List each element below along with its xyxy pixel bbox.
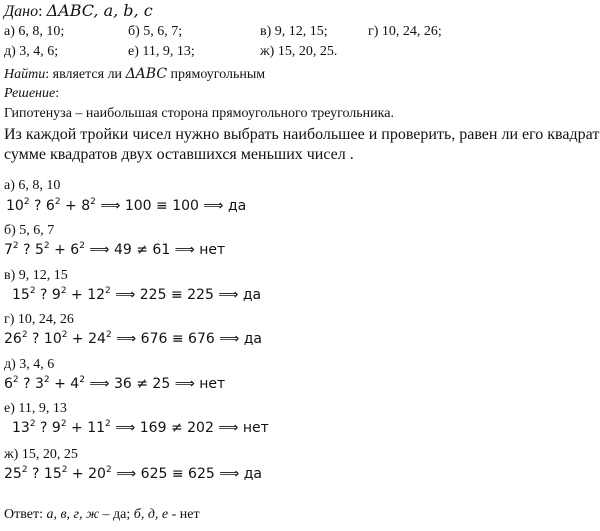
- eq-hyp: 7: [4, 242, 13, 258]
- given-math: ΔABC, a, b, c: [46, 1, 153, 20]
- eq-leg-2: 20: [88, 466, 106, 482]
- eq-leg-1: 10: [43, 331, 62, 347]
- eq-verdict: да: [243, 466, 263, 482]
- given-label: Дано: [4, 3, 39, 20]
- eq-leg-1: 6: [45, 198, 55, 214]
- eq-plus: +: [71, 331, 84, 347]
- answer-label: Ответ:: [4, 507, 47, 522]
- case-label: б) 5, 6, 7: [4, 223, 55, 238]
- eq-hyp: 10: [6, 198, 24, 214]
- eq-leg-1: 3: [35, 376, 44, 392]
- eq-exp: 2: [43, 375, 50, 385]
- eq-implies: ⟹: [219, 331, 240, 347]
- eq-plus: +: [71, 420, 83, 436]
- eq-implies: ⟹: [115, 420, 136, 436]
- given-item-v: в) 9, 12, 15;: [260, 24, 328, 39]
- eq-verdict: нет: [242, 420, 269, 436]
- eq-hyp: 25: [4, 466, 22, 482]
- eq-leg-1: 5: [35, 242, 44, 258]
- answer-yes-list: а, в, г, ж: [46, 507, 100, 522]
- solution-colon: :: [55, 86, 60, 101]
- eq-exp: 2: [105, 465, 112, 475]
- answer-no-text: - нет: [168, 507, 200, 522]
- eq-leg-2: 4: [70, 376, 80, 392]
- eq-lhs: 36: [113, 376, 132, 392]
- eq-relation: ≡: [171, 331, 184, 347]
- eq-implies: ⟹: [218, 420, 239, 436]
- eq-exp: 2: [12, 241, 19, 251]
- eq-question: ?: [32, 331, 40, 347]
- eq-exp: 2: [23, 197, 30, 207]
- eq-plus: +: [71, 287, 83, 303]
- case-equation: [4, 467, 262, 481]
- eq-leg-2: 24: [88, 331, 106, 347]
- eq-implies: ⟹: [89, 242, 110, 258]
- eq-plus: +: [65, 198, 77, 214]
- eq-rhs: 100: [172, 198, 199, 214]
- eq-exp: 2: [60, 419, 67, 429]
- given-item-e: е) 11, 9, 13;: [128, 44, 195, 59]
- eq-rhs: 61: [152, 242, 171, 258]
- given-item-d: д) 3, 4, 6;: [4, 44, 59, 59]
- case-label: е) 11, 9, 13: [4, 401, 67, 416]
- eq-hyp: 15: [12, 287, 30, 303]
- solution-line-2: Из каждой тройки чисел нужно выбрать наибольшее и проверить, равен ли его квадрат: [4, 126, 600, 143]
- find-math: ΔABC: [125, 66, 168, 82]
- answer-no-list: б, д, е: [133, 507, 169, 522]
- answer-yes-text: – да;: [99, 507, 134, 522]
- eq-exp: 2: [105, 330, 112, 340]
- eq-implies: ⟹: [115, 287, 136, 303]
- eq-question: ?: [23, 376, 31, 392]
- eq-exp: 2: [43, 241, 50, 251]
- eq-relation: ≠: [170, 420, 183, 436]
- eq-lhs: 49: [113, 242, 132, 258]
- eq-exp: 2: [61, 465, 68, 475]
- eq-hyp: 13: [12, 420, 30, 436]
- find-text: : является ли: [45, 67, 126, 82]
- solution-label: Решение: [4, 86, 56, 101]
- solution-line-1: Гипотенуза – наибольшая сторона прямоугольного треугольника.: [4, 106, 394, 121]
- eq-rhs: 25: [152, 376, 171, 392]
- case-equation: [12, 421, 269, 435]
- find-line: [4, 67, 265, 82]
- find-label: Найти: [4, 67, 46, 82]
- eq-verdict: да: [243, 331, 263, 347]
- solution-heading: [4, 87, 59, 101]
- given-item-zh: ж) 15, 20, 25.: [260, 44, 338, 59]
- given-item-g: г) 10, 24, 26;: [368, 24, 442, 39]
- eq-leg-2: 12: [87, 287, 106, 303]
- eq-rhs: 625: [188, 466, 215, 482]
- eq-relation: ≡: [170, 287, 183, 303]
- eq-hyp: 6: [4, 376, 13, 392]
- eq-relation: ≠: [136, 242, 148, 258]
- eq-exp: 2: [21, 465, 28, 475]
- eq-exp: 2: [21, 330, 28, 340]
- eq-implies: ⟹: [116, 331, 137, 347]
- eq-plus: +: [54, 242, 66, 258]
- eq-question: ?: [40, 420, 48, 436]
- eq-rhs: 225: [187, 287, 214, 303]
- case-label: в) 9, 12, 15: [4, 268, 68, 283]
- eq-implies: ⟹: [100, 198, 121, 214]
- eq-exp: 2: [79, 241, 85, 251]
- eq-plus: +: [54, 376, 66, 392]
- eq-relation: ≡: [171, 466, 184, 482]
- eq-implies: ⟹: [218, 287, 239, 303]
- eq-exp: 2: [105, 419, 111, 429]
- case-equation: [12, 288, 261, 302]
- eq-rhs: 676: [188, 331, 215, 347]
- eq-exp: 2: [12, 375, 19, 385]
- case-equation: [6, 199, 246, 213]
- case-label: г) 10, 24, 26: [4, 312, 74, 327]
- eq-lhs: 625: [140, 466, 168, 482]
- eq-implies: ⟹: [174, 376, 195, 392]
- eq-verdict: нет: [199, 376, 226, 392]
- eq-question: ?: [23, 242, 31, 258]
- eq-leg-1: 15: [43, 466, 62, 482]
- eq-hyp: 26: [4, 331, 22, 347]
- eq-verdict: да: [227, 198, 247, 214]
- eq-exp: 2: [90, 197, 96, 207]
- eq-exp: 2: [61, 330, 68, 340]
- eq-lhs: 225: [139, 287, 167, 303]
- eq-leg-2: 8: [81, 198, 91, 214]
- eq-lhs: 676: [140, 331, 168, 347]
- eq-exp: 2: [54, 197, 61, 207]
- eq-exp: 2: [29, 286, 36, 296]
- case-equation: [4, 377, 225, 391]
- eq-implies: ⟹: [89, 376, 110, 392]
- eq-lhs: 169: [139, 420, 167, 436]
- eq-exp: 2: [105, 286, 111, 296]
- given-item-a: а) 6, 8, 10;: [4, 24, 65, 39]
- case-label: ж) 15, 20, 25: [4, 447, 78, 462]
- eq-question: ?: [40, 287, 48, 303]
- case-label: а) 6, 8, 10: [4, 178, 61, 193]
- eq-implies: ⟹: [116, 466, 137, 482]
- eq-exp: 2: [79, 375, 85, 385]
- eq-rhs: 202: [187, 420, 214, 436]
- eq-question: ?: [32, 466, 40, 482]
- eq-implies: ⟹: [219, 466, 240, 482]
- given-item-b: б) 5, 6, 7;: [128, 24, 183, 39]
- case-label: д) 3, 4, 6: [4, 357, 55, 372]
- eq-relation: ≡: [156, 198, 168, 214]
- eq-question: ?: [34, 198, 42, 214]
- solution-line-3: сумме квадратов двух оставшихся меньших чисел .: [4, 146, 354, 163]
- eq-leg-1: 9: [51, 287, 61, 303]
- eq-implies: ⟹: [174, 242, 195, 258]
- eq-implies: ⟹: [203, 198, 224, 214]
- eq-lhs: 100: [124, 198, 152, 214]
- eq-leg-1: 9: [51, 420, 61, 436]
- eq-exp: 2: [29, 419, 36, 429]
- eq-plus: +: [71, 466, 84, 482]
- eq-verdict: нет: [199, 242, 226, 258]
- given-colon: :: [38, 3, 43, 20]
- eq-exp: 2: [60, 286, 67, 296]
- eq-verdict: да: [242, 287, 262, 303]
- eq-leg-2: 11: [87, 420, 106, 436]
- answer-line: [4, 508, 200, 522]
- case-equation: [4, 243, 225, 257]
- given-line: [4, 3, 153, 20]
- eq-relation: ≠: [136, 376, 148, 392]
- eq-leg-2: 6: [70, 242, 80, 258]
- case-equation: [4, 332, 262, 346]
- find-text-2: прямоугольным: [167, 67, 266, 82]
